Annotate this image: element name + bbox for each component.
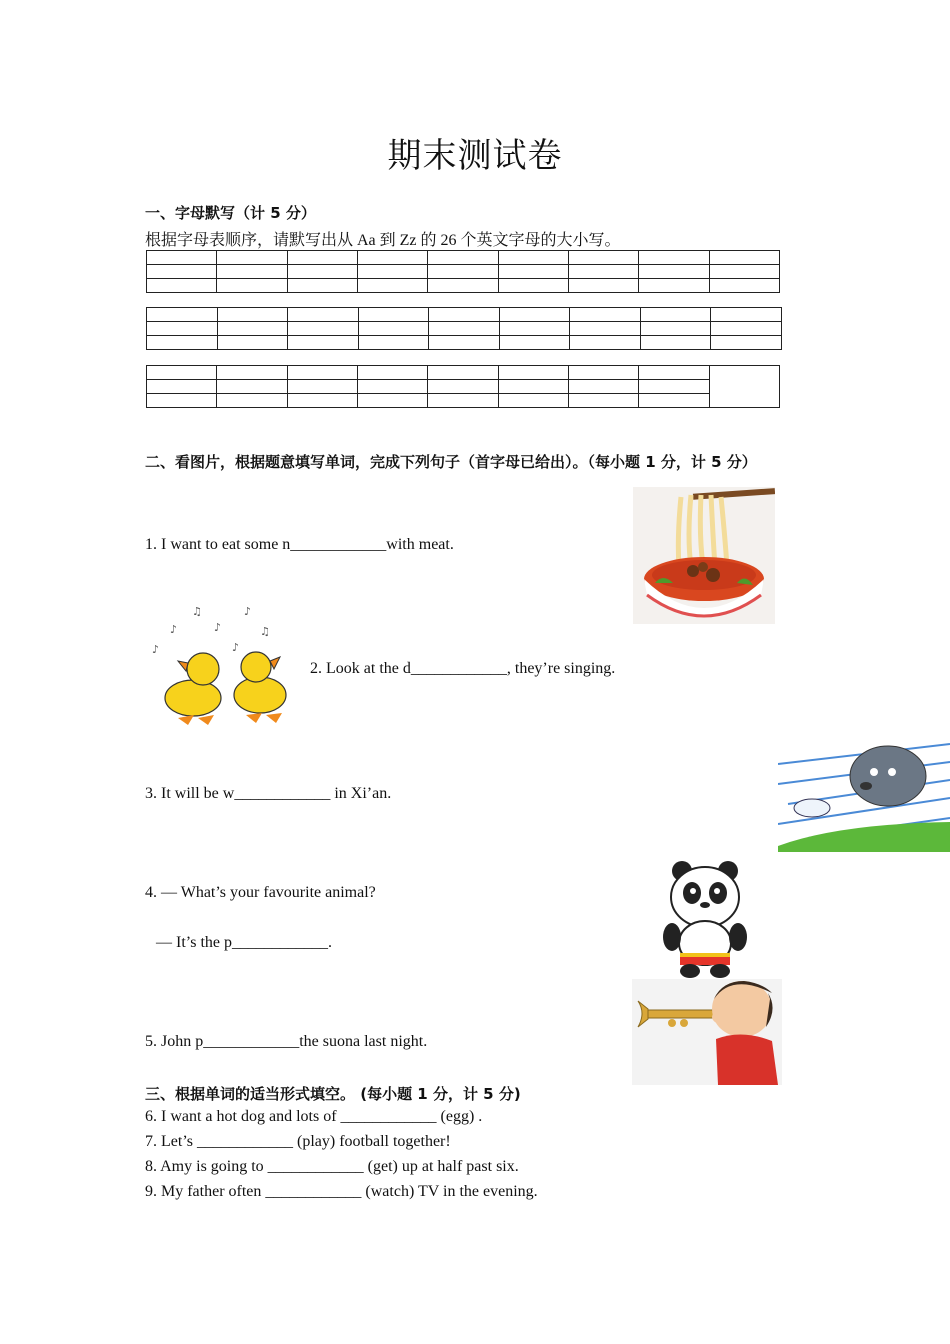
svg-text:♪: ♪ [232, 641, 240, 654]
singing-ducks-image [148, 603, 298, 733]
question-8: 8. Amy is going to ____________ (get) up at half past six. [145, 1158, 519, 1175]
question-6: 6. I want a hot dog and lots of ____________ (egg) . [145, 1108, 483, 1125]
question-1: 1. I want to eat some n____________with meat. [145, 536, 454, 553]
question-7: 7. Let’s ____________ (play) football together! [145, 1133, 451, 1150]
question-3: 3. It will be w____________ in Xi’an. [145, 785, 392, 802]
windy-cloud-image [778, 734, 950, 852]
question-2: 2. Look at the d____________, they’re singing. [310, 660, 616, 677]
svg-text:♪: ♪ [214, 621, 222, 634]
svg-text:♪: ♪ [244, 605, 252, 618]
svg-text:♫: ♫ [260, 625, 270, 638]
svg-text:♪: ♪ [170, 623, 178, 636]
svg-text:♫: ♫ [192, 605, 202, 618]
letter-grid-1 [146, 250, 780, 293]
section-1-instruction: 根据字母表顺序，请默写出从 Aa 到 Zz 的 26 个英文字母的大小写。 [145, 232, 621, 249]
letter-grid-2 [146, 307, 782, 350]
noodles-image [633, 487, 775, 624]
panda-image [660, 857, 750, 979]
section-1-heading: 一、字母默写（计 5 分） [145, 204, 316, 222]
question-9: 9. My father often ____________ (watch) TV in the evening. [145, 1183, 538, 1200]
question-4-line-2: — It’s the p____________. [156, 934, 332, 951]
letter-grid-3 [146, 365, 780, 408]
question-4-line-1: 4. — What’s your favourite animal? [145, 884, 376, 901]
svg-text:♪: ♪ [152, 643, 160, 656]
page-title: 期末测试卷 [387, 136, 563, 176]
section-2-heading: 二、看图片，根据题意填写单词，完成下列句子（首字母已给出）。（每小题 1 分，计 5 分） [145, 453, 757, 471]
boy-trumpet-image [632, 979, 782, 1085]
question-5: 5. John p____________the suona last night. [145, 1033, 428, 1050]
section-3-heading: 三、根据单词的适当形式填空。 (每小题 1 分，计 5 分) [145, 1085, 521, 1103]
